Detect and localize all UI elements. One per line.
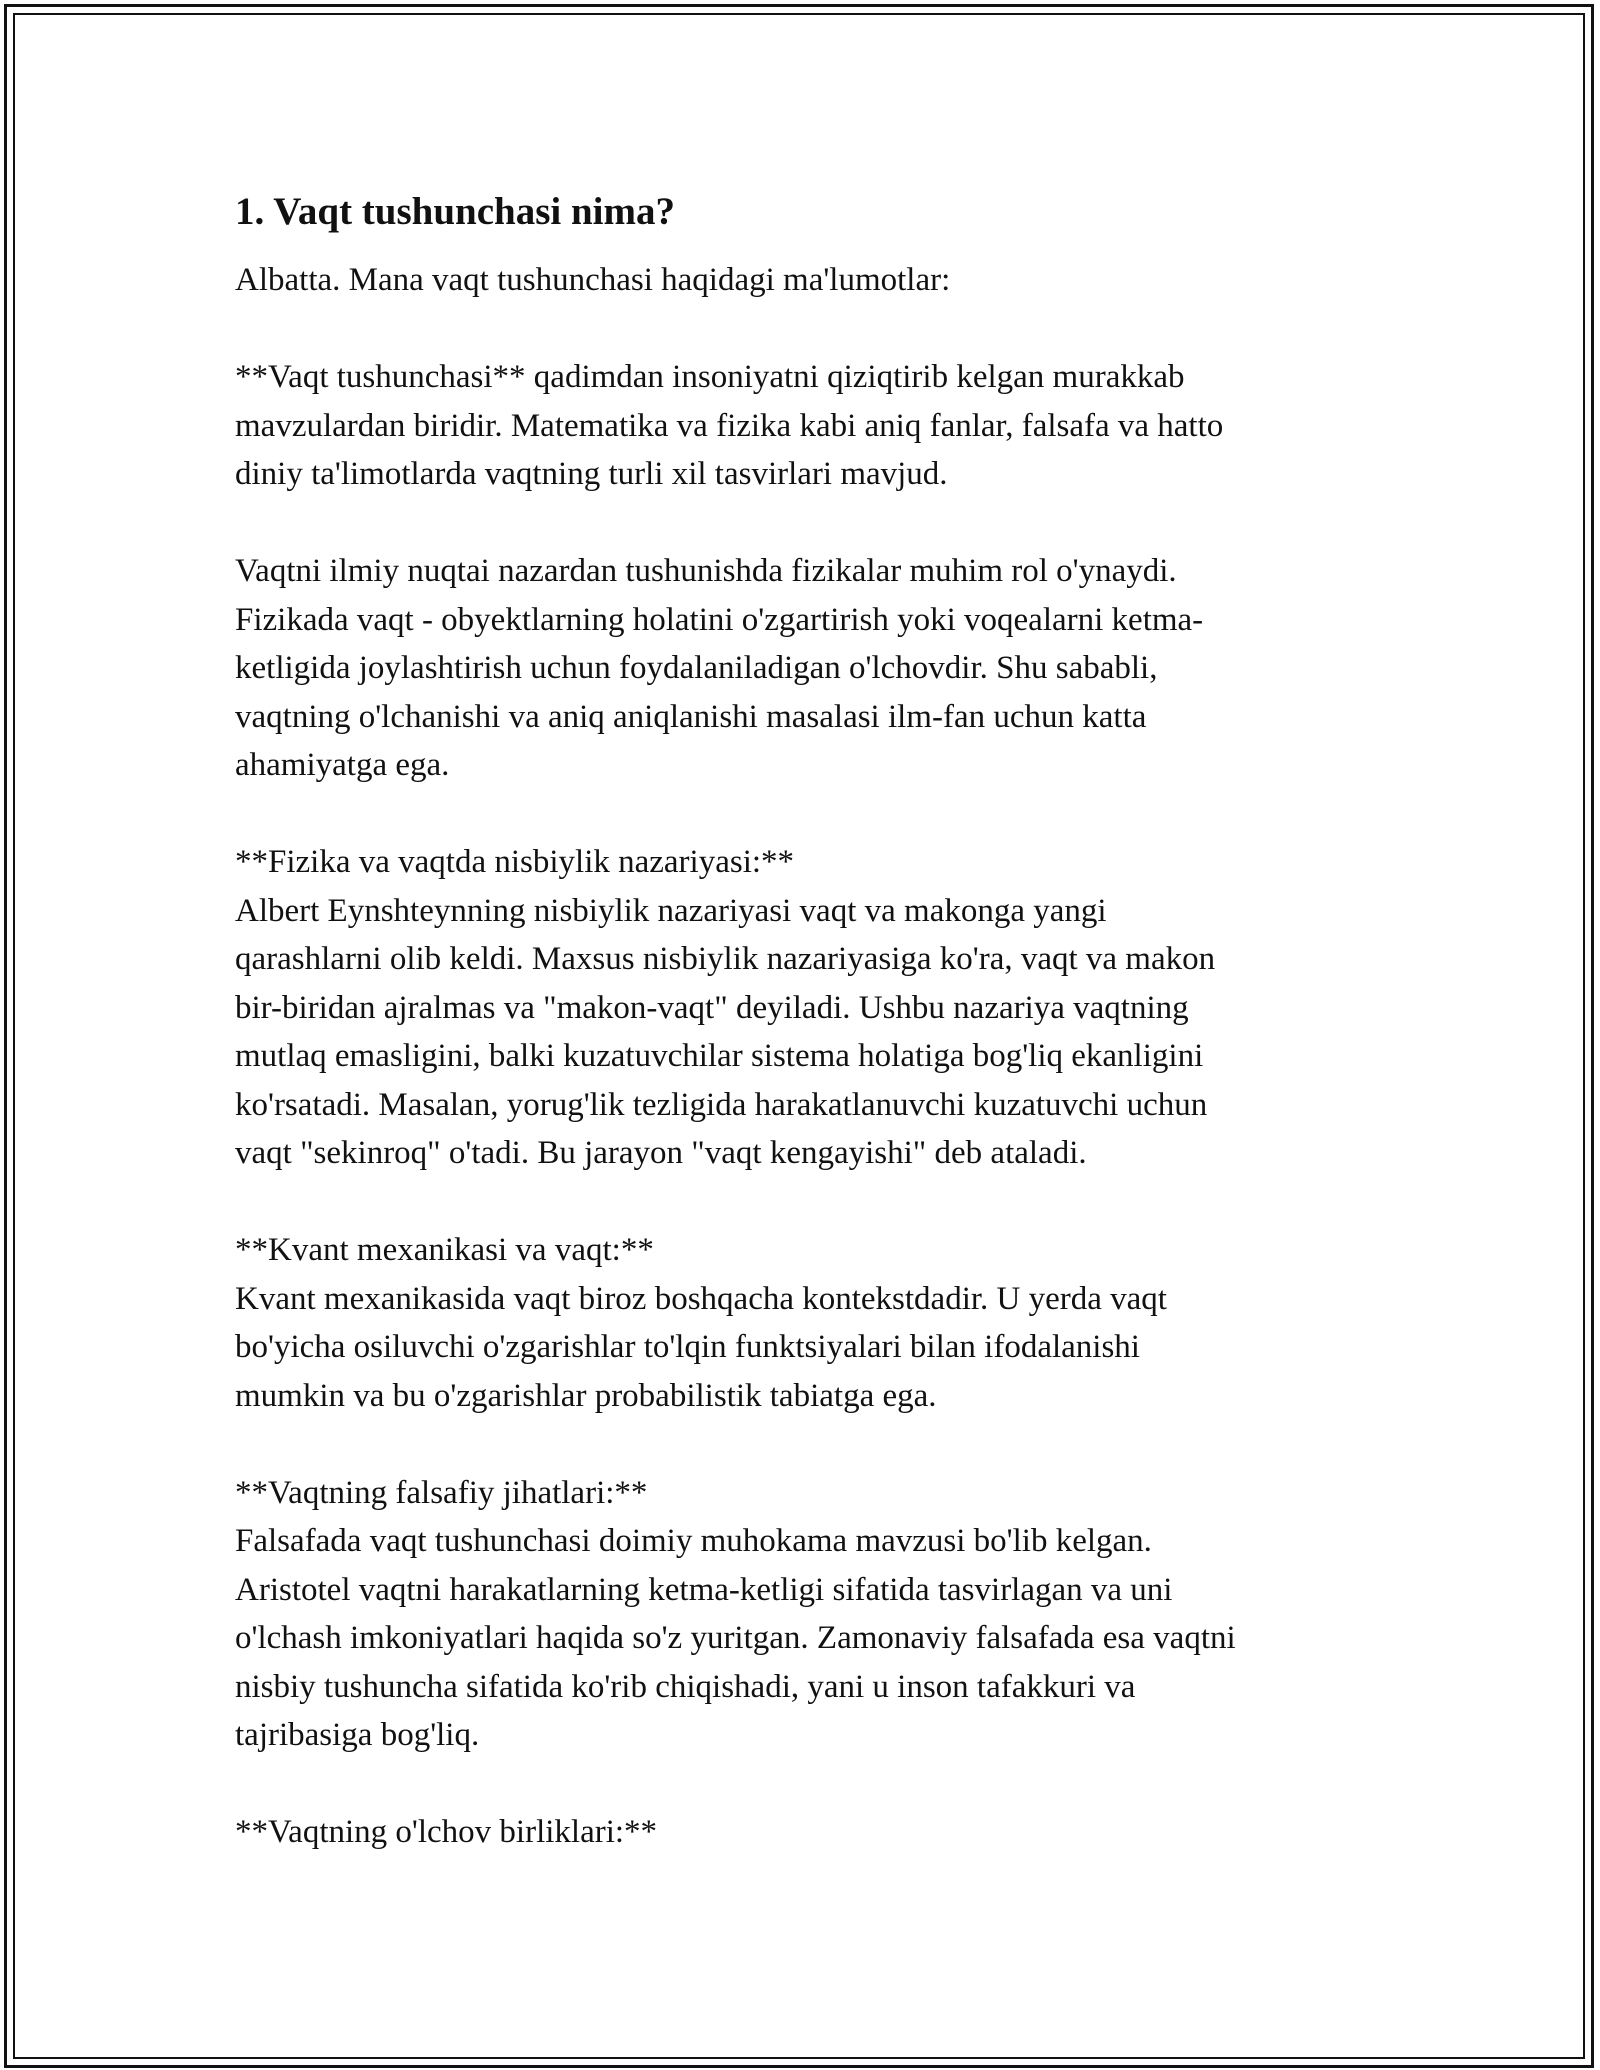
paragraph-line: Falsafada vaqt tushunchasi doimiy muhokama mavzusi bo'lib kelgan. (235, 1523, 1152, 1559)
paragraph-line: bo'yicha osiluvchi o'zgarishlar to'lqin funktsiyalari bilan ifodalanishi (235, 1329, 1140, 1365)
paragraph-line: **Vaqtning falsafiy jihatlari:** (235, 1474, 648, 1511)
paragraph-line: qarashlarni olib keldi. Maxsus nisbiylik nazariyasiga ko'ra, vaqt va makon (235, 941, 1216, 977)
paragraph-line: mavzulardan biridir. Matematika va fizika kabi aniq fanlar, falsafa va hatto (235, 407, 1224, 444)
paragraph-line: Kvant mexanikasida vaqt biroz boshqacha kontekstdadir. U yerda vaqt (235, 1280, 1167, 1317)
paragraph-line: **Vaqtning o'lchov birliklari:** (235, 1814, 658, 1850)
paragraph-line: diniy ta'limotlarda vaqtning turli xil tasvirlari mavjud. (235, 456, 948, 492)
paragraph-line: vaqtning o'lchanishi va aniq aniqlanishi masalasi ilm-fan uchun katta (235, 698, 1147, 735)
paragraph-units (235, 1808, 1375, 1857)
paragraph-line: **Fizika va vaqtda nisbiylik nazariyasi:** (235, 844, 795, 880)
paragraph-line: **Vaqt tushunchasi** qadimdan insoniyatni qiziqtirib kelgan murakkab (235, 359, 1185, 395)
document-heading: 1. Vaqt tushunchasi nima? (235, 190, 676, 233)
paragraph-line: Fizikada vaqt - obyektlarning holatini o'zgartirish yoki voqealarni ketma- (235, 601, 1204, 638)
paragraph-concept (235, 353, 1375, 499)
paragraph-line: **Kvant mexanikasi va vaqt:** (235, 1232, 654, 1268)
paragraph-line: mumkin va bu o'zgarishlar probabilistik tabiatga ega. (235, 1377, 937, 1414)
paragraph-intro (235, 256, 1375, 305)
paragraph-line: ahamiyatga ega. (235, 747, 450, 783)
paragraph-line: nisbiy tushuncha sifatida ko'rib chiqishadi, yani u inson tafakkuri va (235, 1668, 1136, 1705)
paragraph-line: bir-biridan ajralmas va "makon-vaqt" deyiladi. Ushbu nazariya vaqtning (235, 989, 1189, 1026)
paragraph-line: Aristotel vaqtni harakatlarning ketma-ketligi sifatida tasvirlagan va uni (235, 1571, 1173, 1608)
paragraph-scientific (235, 547, 1375, 790)
paragraph-line: Albatta. Mana vaqt tushunchasi haqidagi ma'lumotlar: (235, 262, 951, 298)
document-body (235, 186, 1375, 1905)
paragraph-line: Vaqtni ilmiy nuqtai nazardan tushunishda fizikalar muhim rol o'ynaydi. (235, 553, 1177, 589)
paragraph-line: Albert Eynshteynning nisbiylik nazariyasi vaqt va makonga yangi (235, 892, 1107, 929)
paragraph-line: ko'rsatadi. Masalan, yorug'lik tezligida harakatlanuvchi kuzatuvchi uchun (235, 1086, 1208, 1123)
paragraph-quantum (235, 1226, 1375, 1420)
paragraph-line: ketligida joylashtirish uchun foydalaniladigan o'lchovdir. Shu sababli, (235, 650, 1158, 686)
paragraph-line: mutlaq emasligini, balki kuzatuvchilar sistema holatiga bog'liq ekanligini (235, 1038, 1204, 1074)
paragraph-line: tajribasiga bog'liq. (235, 1717, 480, 1753)
paragraph-relativity (235, 838, 1375, 1178)
paragraph-philosophy (235, 1469, 1375, 1760)
paragraph-line: vaqt "sekinroq" o'tadi. Bu jarayon "vaqt kengayishi" deb ataladi. (235, 1135, 1087, 1171)
paragraph-line: o'lchash imkoniyatlari haqida so'z yuritgan. Zamonaviy falsafada esa vaqtni (235, 1620, 1236, 1656)
